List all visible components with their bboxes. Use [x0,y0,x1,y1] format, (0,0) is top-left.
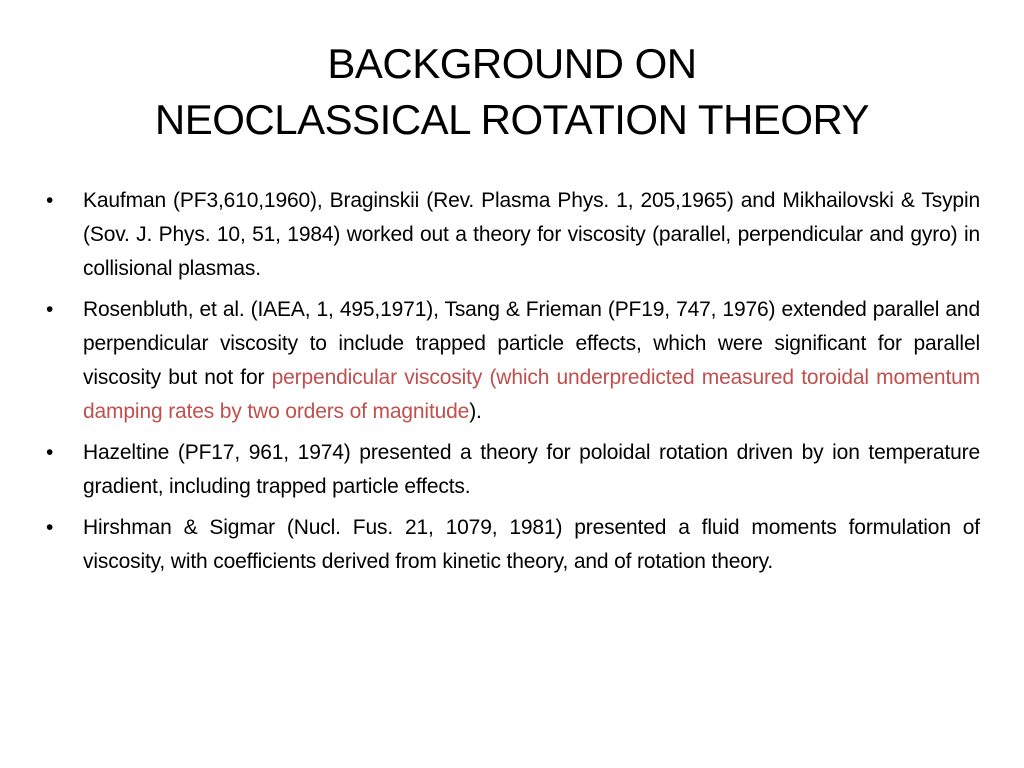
bullet-item-kaufman [46,184,980,286]
bullet-item-hirshman [46,511,980,579]
slide-title [60,36,964,148]
bullet-list [46,184,980,586]
bullet-highlight-text: perpendicular viscosity (which underpredicted measured toroidal momentum damping rates by two orders of magnitude [83,366,981,423]
title-line-2: NEOCLASSICAL ROTATION THEORY [154,96,870,143]
bullet-text: Rosenbluth, et al. (IAEA, 1, 495,1971), Tsang & Frieman (PF19, 747, 1976) extended parallel and perpendicular viscosity to include trapped particle effects, which were significant for parallel viscosity but not for [83,298,980,389]
title-line-1: BACKGROUND ON [327,40,697,87]
bullet-item-hazeltine [46,436,980,504]
bullet-text: Kaufman (PF3,610,1960), Braginskii (Rev. Plasma Phys. 1, 205,1965) and Mikhailovski & Tsypin (Sov. J. Phys. 10, 51, 1984) worked out a theory for viscosity (parallel, perpendicular and gyro) in collisional plasmas. [83,189,980,280]
bullet-text: Hazeltine (PF17, 961, 1974) presented a theory for poloidal rotation driven by ion temperature gradient, including trapped particle effects. [83,441,980,498]
bullet-dot-icon: • [46,516,54,539]
bullet-text: Hirshman & Sigmar (Nucl. Fus. 21, 1079, 1981) presented a fluid moments formulation of viscosity, with coefficients derived from kinetic theory, and of rotation theory. [83,516,980,573]
bullet-dot-icon: • [46,298,54,321]
bullet-dot-icon: • [46,189,54,212]
bullet-dot-icon: • [46,441,54,464]
bullet-text-end: ). [469,400,482,423]
bullet-item-rosenbluth [46,293,980,429]
